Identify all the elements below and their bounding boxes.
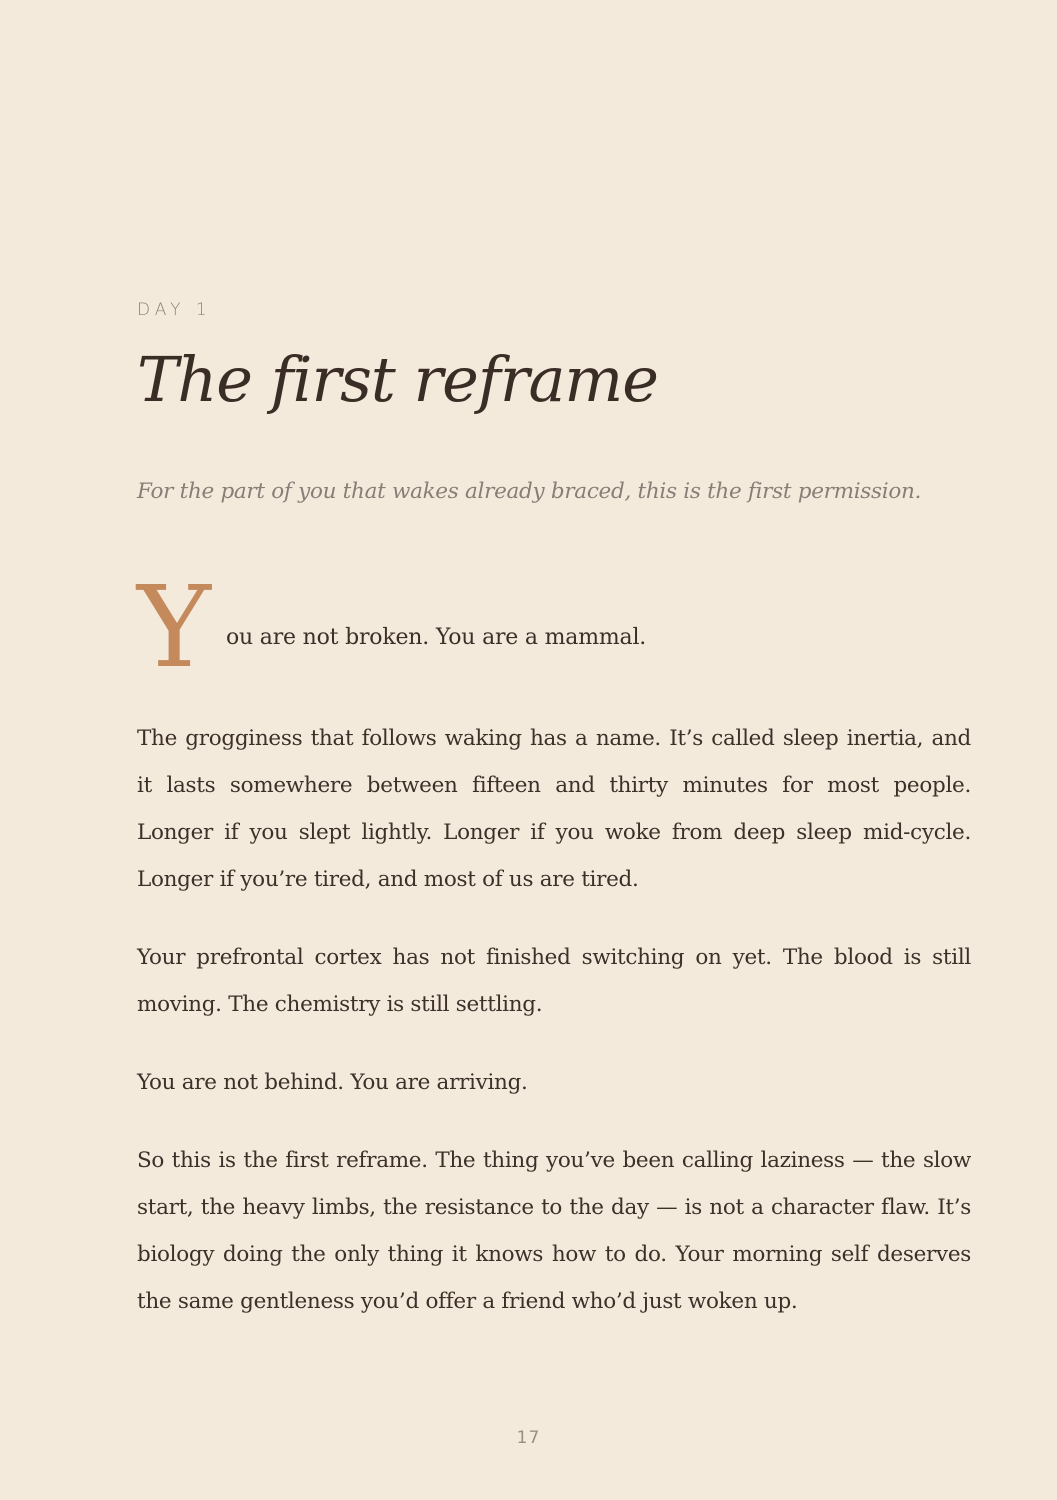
body-paragraph-4: So this is the first reframe. The thing you’ve been calling laziness — the slow start, the heavy limbs, the resistance to the day — is not a character flaw. It’s biology doing the only thing it knows how to do. Your morning self deserves the same gentleness you’d offer a friend who’d just woken up.	[137, 1148, 971, 1314]
lead-paragraph	[137, 563, 971, 693]
body-paragraph-1: The grogginess that follows waking has a name. It’s called sleep inertia, and it lasts somewhere between fifteen and thirty minutes for most people. Longer if you slept lightly. Longer if you woke from deep sleep mid-cycle. Longer if you’re tired, and most of us are tired.	[137, 726, 971, 892]
body-paragraph-3: You are not behind. You are arriving.	[137, 1070, 528, 1095]
lead-text: ou are not broken. You are a mammal.	[226, 625, 647, 650]
chapter-subtitle: For the part of you that wakes already braced, this is the first permission.	[137, 479, 922, 504]
chapter-day-label: DAY 1	[137, 300, 212, 320]
page-number: 17	[516, 1428, 541, 1448]
drop-cap: Y	[137, 563, 211, 693]
chapter-title: The first reframe	[137, 343, 658, 416]
body-paragraph-2: Your prefrontal cortex has not finished switching on yet. The blood is still moving. The chemistry is still settling.	[137, 945, 971, 1017]
chapter-content	[137, 296, 971, 1325]
